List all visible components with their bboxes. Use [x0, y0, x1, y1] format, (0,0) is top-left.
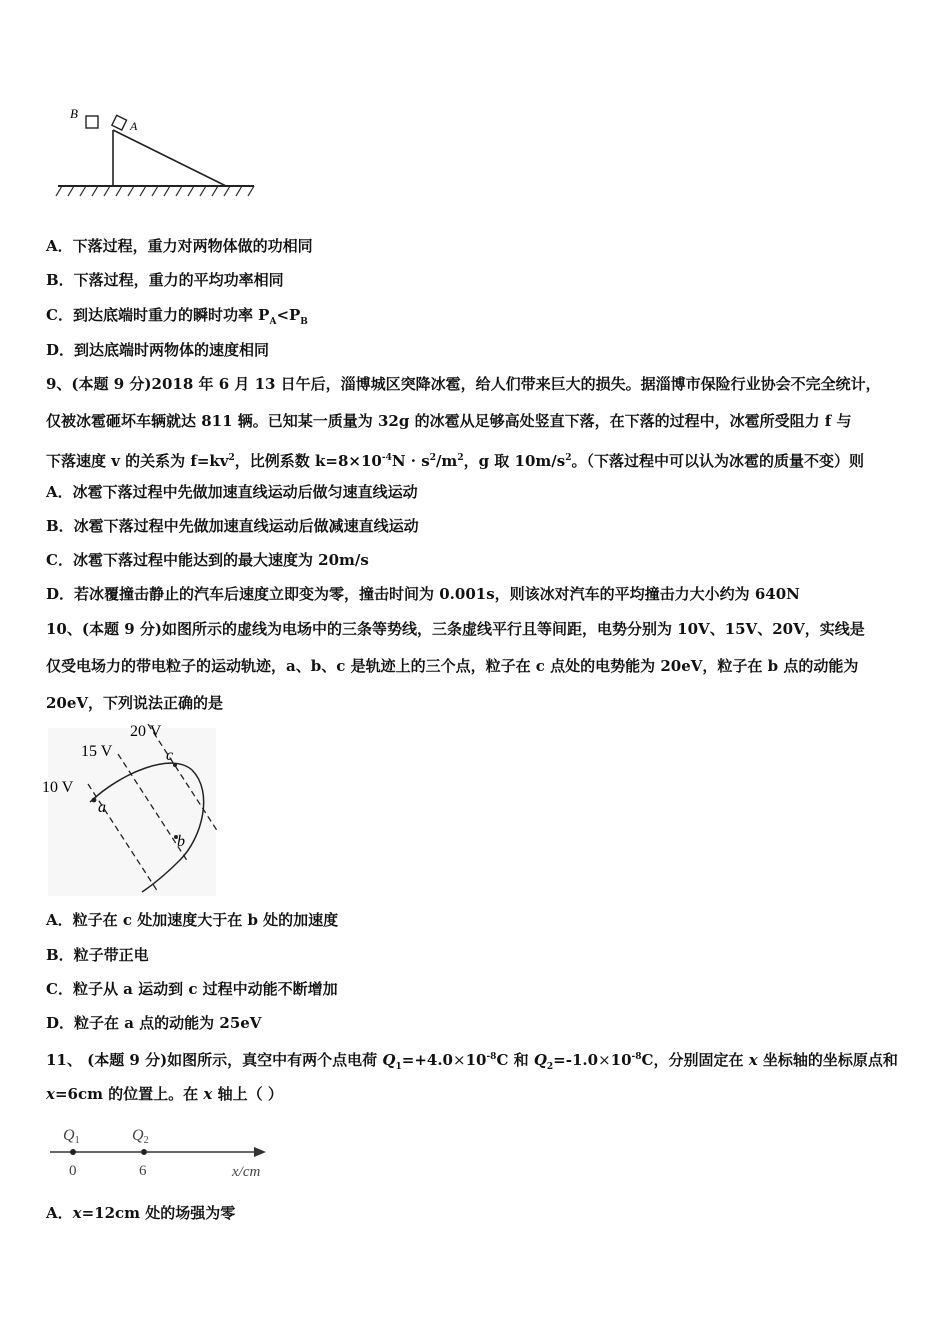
- q8-option-c-mid: <P: [276, 306, 301, 324]
- q9-option-c: C．冰雹下落过程中能达到的最大速度为 20m/s: [46, 551, 369, 569]
- q9-stem-line3: [46, 448, 864, 471]
- superscript: 2: [429, 453, 436, 463]
- equipotential-figure: [42, 720, 222, 898]
- text: C 和: [496, 1051, 534, 1069]
- block-b: [86, 116, 98, 128]
- text: /m: [435, 452, 458, 470]
- superscript: -8: [631, 1052, 642, 1062]
- q10-stem-line3: 20eV，下列说法正确的是: [46, 694, 224, 712]
- q9-option-a: A．冰雹下落过程中先做加速直线运动后做匀速直线运动: [46, 483, 418, 501]
- subscript: B: [300, 317, 308, 327]
- text: =6cm 的位置上。在: [54, 1085, 204, 1103]
- charge-q2: [141, 1149, 147, 1155]
- q9-option-d: D．若冰覆撞击静止的汽车后速度立即变为零，撞击时间为 0.001s，则该冰对汽车的平均撞击力大小约为 640N: [46, 585, 800, 603]
- q8-option-b: B．下落过程，重力的平均功率相同: [46, 271, 284, 289]
- block-a: [112, 115, 127, 130]
- q10-stem-line1: 10、(本题 9 分)如图所示的虚线为电场中的三条等势线，三条虚线平行且等间距，电势分别为 10V、15V、20V，实线是: [46, 620, 865, 638]
- text: =+4.0: [401, 1051, 453, 1069]
- text: =12cm 处的场强为零: [81, 1204, 236, 1222]
- axis-figure: [46, 1120, 276, 1180]
- times-sign: ×: [452, 1051, 466, 1069]
- text: N · s: [391, 452, 430, 470]
- superscript: -4: [381, 453, 392, 463]
- charge-q1: [70, 1149, 76, 1155]
- text: x: [72, 1204, 82, 1222]
- times-sign: ×: [598, 1051, 611, 1069]
- text: 10: [465, 1051, 487, 1069]
- text: x: [46, 1085, 55, 1103]
- q9-option-b: B．冰雹下落过程中先做加速直线运动后做减速直线运动: [46, 517, 419, 535]
- text: x: [748, 1051, 758, 1069]
- text: A．: [46, 1204, 73, 1222]
- tick-label-0: 0: [69, 1163, 77, 1179]
- tick-label-6: 6: [139, 1163, 147, 1179]
- axis-arrow: [254, 1147, 266, 1157]
- q11-stem-line2: [46, 1084, 283, 1104]
- label-20v: 20 V: [130, 723, 162, 740]
- incline-figure: [50, 100, 260, 200]
- text: 10: [610, 1051, 632, 1069]
- q8-option-c-text: C．到达底端时重力的瞬时功率 P: [46, 306, 270, 324]
- q10-stem-line2: 仅受电场力的带电粒子的运动轨迹，a、b、c 是轨迹上的三个点，粒子在 c 点处的电势能为 20eV，粒子在 b 点的动能为: [46, 657, 859, 675]
- q11-option-a: [46, 1203, 235, 1223]
- label-b: B: [70, 106, 78, 121]
- label-q1: Q1: [63, 1127, 80, 1146]
- q8-option-a: A．下落过程，重力对两物体做的功相同: [46, 237, 313, 255]
- q9-stem-line2: 仅被冰雹砸坏车辆就达 811 辆。已知某一质量为 32g 的冰雹从足够高处竖直下落，在下落的过程中，冰雹所受阻力 f 与: [46, 412, 852, 430]
- text: 。（下落过程中可以认为冰雹的质量不变）则: [571, 452, 864, 470]
- superscript: 2: [457, 453, 464, 463]
- point-c: [173, 763, 177, 767]
- label-q2: Q2: [132, 1127, 149, 1146]
- subscript: 2: [546, 1062, 554, 1072]
- text: C，分别固定在: [641, 1051, 749, 1069]
- axis-label: x/cm: [232, 1164, 261, 1180]
- q10-option-c: C．粒子从 a 运动到 c 过程中动能不断增加: [46, 980, 338, 998]
- text: Q: [382, 1051, 396, 1069]
- label-c: c: [166, 747, 174, 764]
- ground-hatching: [56, 186, 254, 196]
- label-15v: 15 V: [81, 743, 113, 760]
- superscript: -8: [486, 1052, 497, 1062]
- text: x: [203, 1085, 213, 1103]
- text: 轴上（ ）: [212, 1085, 283, 1103]
- text: ，g 取 10m/s: [463, 452, 566, 470]
- q8-option-c: [46, 305, 308, 332]
- superscript: 2: [228, 453, 235, 463]
- q10-option-a: A．粒子在 c 处加速度大于在 b 处的加速度: [46, 911, 339, 929]
- subscript: 1: [395, 1062, 402, 1072]
- label-b: b: [177, 833, 185, 850]
- superscript: 2: [565, 453, 572, 463]
- q10-option-b: B．粒子带正电: [46, 946, 149, 964]
- point-a: [92, 798, 97, 803]
- label-a: a: [98, 799, 106, 816]
- label-10v: 10 V: [42, 779, 74, 796]
- q8-option-d: D．到达底端时两物体的速度相同: [46, 341, 270, 359]
- text: =-1.0: [553, 1051, 599, 1069]
- text: 下落速度 v 的关系为 f=kv: [46, 452, 229, 470]
- q9-stem-line1: 9、(本题 9 分)2018 年 6 月 13 日午后，淄博城区突降冰雹，给人们带来巨大的损失。据淄博市保险行业协会不完全统计，: [46, 375, 881, 393]
- label-a: A: [130, 119, 138, 133]
- q10-option-d: D．粒子在 a 点的动能为 25eV: [46, 1014, 262, 1032]
- incline-slope: [113, 130, 226, 186]
- text: 坐标轴的坐标原点和: [757, 1051, 898, 1069]
- text: Q: [533, 1051, 547, 1069]
- q11-stem-line1: [46, 1047, 898, 1077]
- text: 11、 (本题 9 分)如图所示，真空中有两个点电荷: [46, 1051, 383, 1069]
- subscript: A: [269, 317, 277, 327]
- text: ，比例系数 k=8×10: [234, 452, 382, 470]
